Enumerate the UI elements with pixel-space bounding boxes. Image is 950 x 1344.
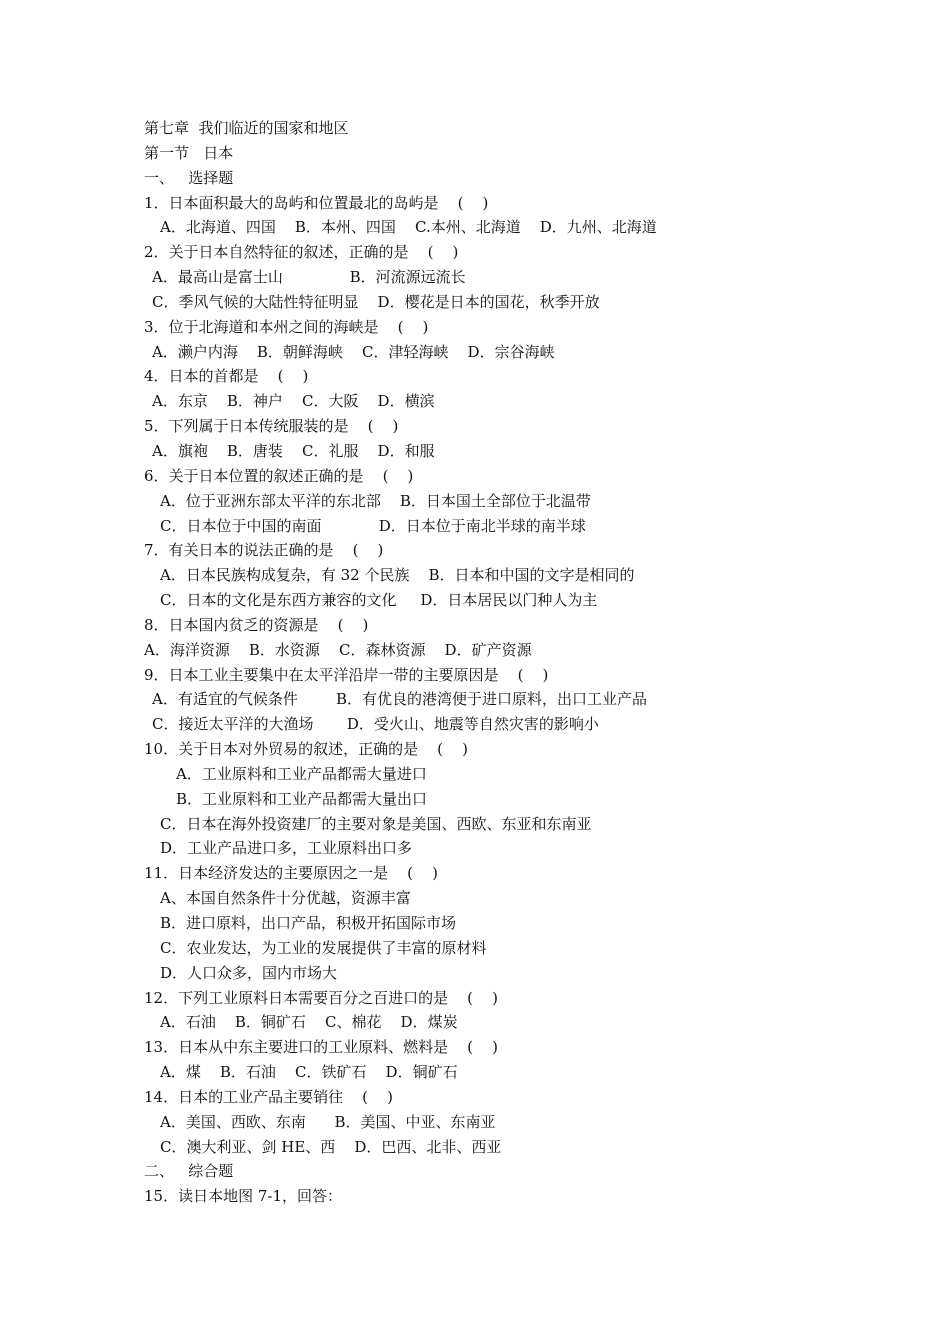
question-options: C．农业发达，为工业的发展提供了丰富的原材料 bbox=[160, 938, 487, 957]
question-stem: 10．关于日本对外贸易的叙述，正确的是 ( ) bbox=[144, 740, 468, 759]
question-options: A．位于亚洲东部太平洋的东北部 B．日本国土全部位于北温带 bbox=[160, 491, 591, 510]
part1-heading: 一、 选择题 bbox=[144, 168, 234, 187]
question-options: A．有适宜的气候条件 B．有优良的港湾便于进口原料，出口工业产品 bbox=[152, 690, 648, 709]
question-options: D．工业产品进口多，工业原料出口多 bbox=[160, 839, 413, 858]
question-options: D．人口众多，国内市场大 bbox=[160, 963, 338, 982]
question-stem: 6．关于日本位置的叙述正确的是 ( ) bbox=[144, 466, 414, 485]
question-stem: 12．下列工业原料日本需要百分之百进口的是 ( ) bbox=[144, 988, 498, 1007]
question-options: B．进口原料，出口产品，积极开拓国际市场 bbox=[160, 914, 457, 932]
question-options: A．美国、西欧、东南 B．美国、中亚、东南亚 bbox=[160, 1112, 496, 1131]
chapter-title: 第七章 我们临近的国家和地区 bbox=[144, 119, 349, 137]
question-options: A．石油 B．铜矿石 C、棉花 D．煤炭 bbox=[160, 1013, 458, 1032]
question-stem: 11．日本经济发达的主要原因之一是 ( ) bbox=[144, 864, 438, 883]
question-options: C．日本位于中国的南面 D．日本位于南北半球的南半球 bbox=[160, 516, 586, 535]
question-options: C．季风气候的大陆性特征明显 D．樱花是日本的国花，秋季开放 bbox=[152, 292, 600, 311]
question-options: A．濑户内海 B．朝鲜海峡 C．津轻海峡 D．宗谷海峡 bbox=[152, 342, 555, 361]
question-options: A．最高山是富士山 B．河流源远流长 bbox=[152, 268, 466, 287]
question-options: A．煤 B．石油 C．铁矿石 D．铜矿石 bbox=[160, 1063, 458, 1082]
question-stem: 9．日本工业主要集中在太平洋沿岸一带的主要原因是 ( ) bbox=[144, 665, 549, 684]
part2-heading: 二、 综合题 bbox=[144, 1162, 234, 1181]
question-options: A．东京 B．神户 C．大阪 D．横滨 bbox=[152, 392, 435, 411]
section-title: 第一节 日本 bbox=[144, 143, 234, 162]
document-body bbox=[144, 116, 824, 1209]
question-stem: 5．下列属于日本传统服装的是 ( ) bbox=[144, 417, 399, 436]
question-stem: 14．日本的工业产品主要销往 ( ) bbox=[144, 1087, 393, 1106]
question-stem: 2．关于日本自然特征的叙述，正确的是 ( ) bbox=[144, 243, 459, 262]
question-stem: 1．日本面积最大的岛屿和位置最北的岛屿是 ( ) bbox=[144, 193, 489, 212]
question-options: C．日本在海外投资建厂的主要对象是美国、西欧、东亚和东南亚 bbox=[160, 814, 592, 833]
question-options: A．旗袍 B．唐装 C．礼服 D．和服 bbox=[152, 441, 435, 460]
question-stem: 7．有关日本的说法正确的是 ( ) bbox=[144, 541, 384, 560]
question-options: A．日本民族构成复杂，有 32 个民族 B．日本和中国的文字是相同的 bbox=[160, 566, 635, 585]
question-options: A、本国自然条件十分优越，资源丰富 bbox=[160, 889, 411, 908]
question-stem: 15．读日本地图 7-1，回答： bbox=[144, 1187, 343, 1206]
question-stem: 3．位于北海道和本州之间的海峡是 ( ) bbox=[144, 317, 429, 336]
question-options: A．工业原料和工业产品都需大量进口 bbox=[176, 764, 427, 783]
question-options: A．海洋资源 B．水资源 C．森林资源 D．矿产资源 bbox=[144, 640, 532, 659]
question-stem: 8．日本国内贫乏的资源是 ( ) bbox=[144, 615, 369, 634]
question-options: C．日本的文化是东西方兼容的文化 D．日本居民以门种人为主 bbox=[160, 591, 598, 610]
question-stem: 4．日本的首都是 ( ) bbox=[144, 367, 309, 386]
question-options: B．工业原料和工业产品都需大量出口 bbox=[176, 789, 428, 808]
question-options: C．澳大利亚、剑 HE、西 D．巴西、北非、西亚 bbox=[160, 1137, 502, 1156]
question-options: C．接近太平洋的大渔场 D．受火山、地震等自然灾害的影响小 bbox=[152, 715, 599, 734]
question-options: A．北海道、四国 B．本州、四国 C.本州、北海道 D．九州、北海道 bbox=[160, 218, 657, 237]
question-stem: 13．日本从中东主要进口的工业原料、燃料是 ( ) bbox=[144, 1038, 498, 1057]
